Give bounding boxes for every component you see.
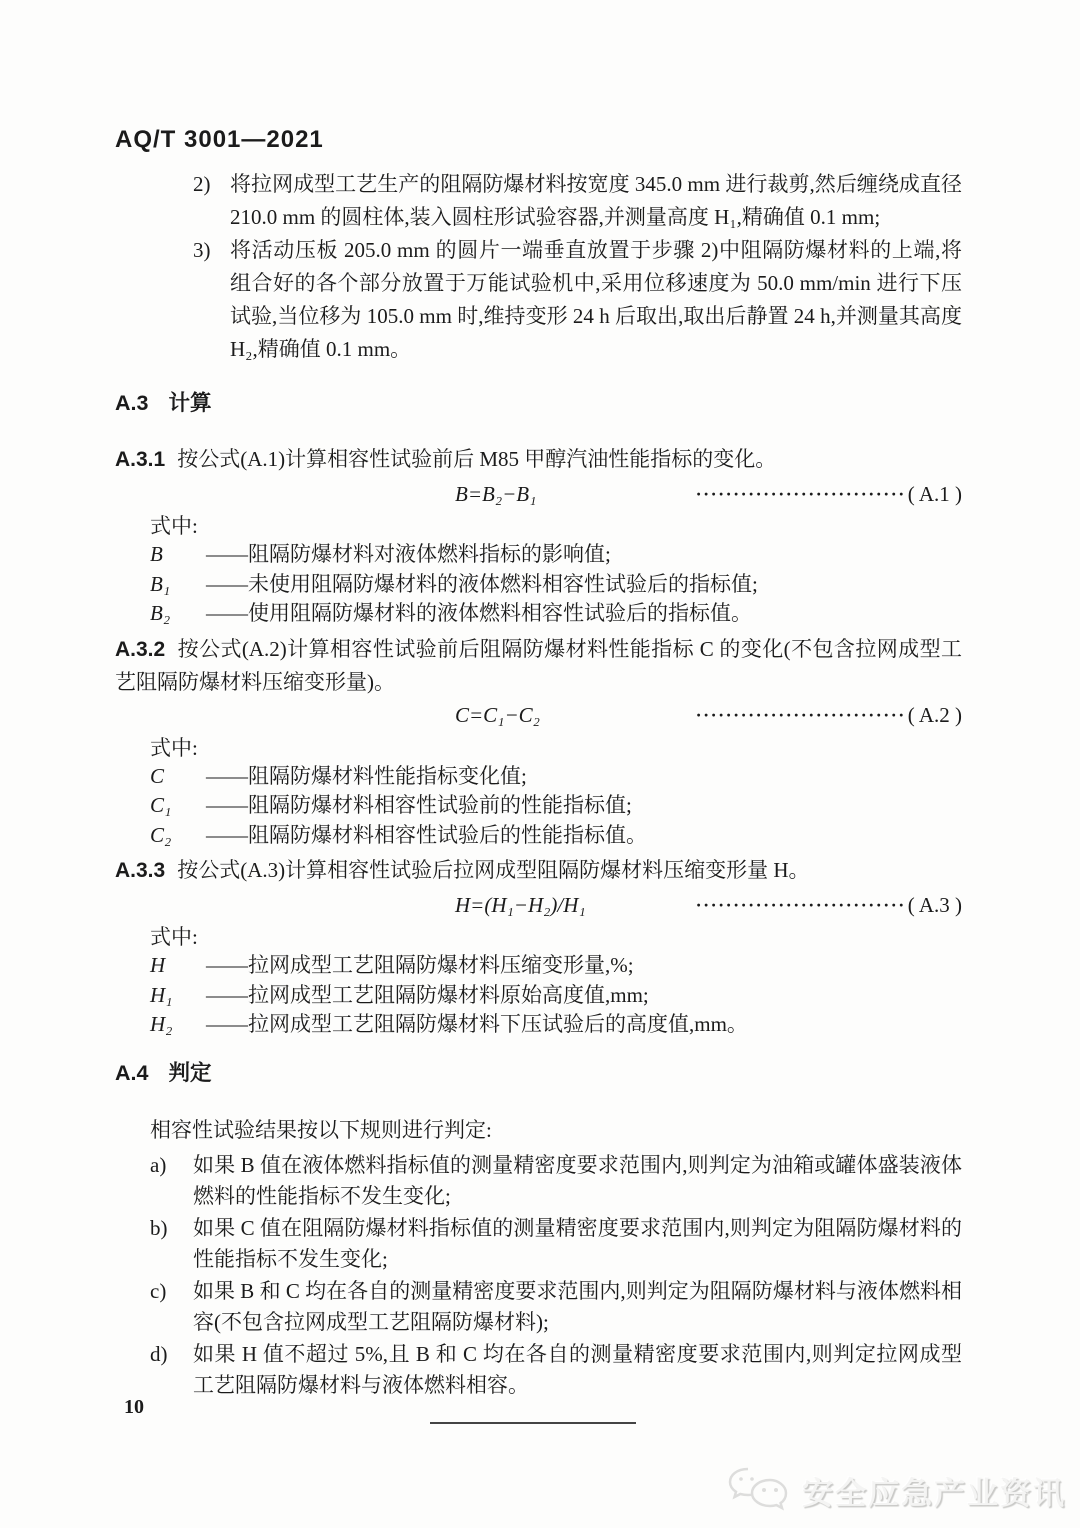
symbol: H₁: [150, 982, 173, 1007]
list-item-text: 如果 H 值不超过 5%,且 B 和 C 均在各自的测量精密度要求范围内,则判定拉网成型工艺阻隔防爆材料与液体燃料相容。: [193, 1341, 962, 1397]
definition-text: ——使用阻隔防爆材料的液体燃料相容性试验后的指标值。: [206, 601, 752, 625]
definition-text: ——拉网成型工艺阻隔防爆材料原始高度值,mm;: [206, 982, 649, 1007]
judgment-intro: 相容性试验结果按以下规则进行判定:: [150, 1117, 492, 1142]
section-number: A.3: [115, 391, 149, 415]
list-marker: 2): [193, 172, 211, 196]
page-number: 10: [124, 1396, 144, 1418]
definition-text: ——未使用阻隔防爆材料的液体燃料相容性试验后的指标值;: [206, 571, 758, 596]
standard-code-header: AQ/T 3001—2021: [115, 126, 324, 153]
list-marker: a): [150, 1152, 167, 1177]
symbol: H₂: [150, 1012, 173, 1036]
dot-leader: ····························: [695, 483, 906, 504]
symbol: H: [150, 953, 166, 977]
equation-tail: [536, 482, 962, 507]
list-marker: 3): [193, 238, 211, 262]
symbol: C₂: [150, 822, 172, 847]
clause-number: A.3.3: [115, 859, 166, 882]
equation-number: ( A.3 ): [907, 892, 962, 917]
list-item-text: 将活动压板 205.0 mm 的圆片一端垂直放置于步骤 2)中阻隔防爆材料的上端,将组合好的各个部分放置于万能试验机中,采用位移速度为 50.0 mm/min 进行下压试验,当位移为 105.0 mm 时,维持变形 24 h 后取出,取出后静置 24 h,并测量其高度 H₂,精确值 0.1 mm。: [230, 238, 962, 361]
list-marker: c): [150, 1278, 167, 1303]
page-content: [0, 168, 1080, 1424]
equation-a2: [115, 700, 962, 732]
list-item: [150, 1213, 962, 1276]
watermark-brand: [726, 1464, 1066, 1516]
section-title: 计算: [168, 391, 212, 415]
where-label: 式中:: [150, 514, 198, 538]
definition-text: ——拉网成型工艺阻隔防爆材料下压试验后的高度值,mm。: [206, 1012, 748, 1036]
equation-a3: [115, 889, 962, 921]
clause-a33: [115, 854, 962, 887]
list-item-text: 将拉网成型工艺生产的阻隔防爆材料按宽度 345.0 mm 进行裁剪,然后缠绕成直径 210.0 mm 的圆柱体,装入圆柱形试验容器,并测量高度 H₁,精确值 0.1 mm;: [230, 172, 962, 229]
list-item-text: 如果 C 值在阻隔防爆材料指标值的测量精密度要求范围内,则判定为阻隔防爆材料的性能指标不发生变化;: [193, 1215, 962, 1271]
definition-text: ——阻隔防爆材料相容性试验后的性能指标值。: [206, 822, 647, 847]
dot-leader: ····························: [695, 894, 906, 915]
definition-text: ——阻隔防爆材料相容性试验前的性能指标值;: [206, 793, 632, 817]
definition-row: [150, 599, 962, 629]
definition-row: [150, 981, 962, 1011]
list-item: [150, 1150, 962, 1213]
equation-formula: B=B₂−B₁: [455, 481, 537, 506]
list-item: [193, 234, 962, 366]
clause-a32: [115, 633, 962, 698]
list-item-text: 如果 B 和 C 均在各自的测量精密度要求范围内,则判定为阻隔防爆材料与液体燃料相容(不包含拉网成型工艺阻隔防爆材料);: [193, 1278, 962, 1334]
definition-text: ——拉网成型工艺阻隔防爆材料压缩变形量,%;: [206, 953, 634, 977]
definition-text: ——阻隔防爆材料对液体燃料指标的影响值;: [206, 542, 611, 566]
list-item: [193, 168, 962, 234]
definition-row: [150, 570, 962, 600]
symbol: C: [150, 763, 165, 788]
symbol: B₁: [150, 571, 171, 596]
list-item-text: 如果 B 值在液体燃料指标值的测量精密度要求范围内,则判定为油箱或罐体盛装液体燃料的性能指标不发生变化;: [193, 1152, 962, 1208]
dot-leader: ····························: [695, 705, 906, 725]
definition-row: [150, 791, 962, 821]
equation-a1: [115, 478, 962, 510]
list-marker: b): [150, 1215, 168, 1240]
clause-text: 按公式(A.2)计算相容性试验前后阻隔防爆材料性能指标 C 的变化(不包含拉网成型工艺阻隔防爆材料压缩变形量)。: [115, 636, 962, 694]
definition-row: [150, 951, 962, 981]
where-label: 式中:: [150, 925, 198, 949]
equation-formula: H=(H₁−H₂)/H₁: [455, 892, 586, 917]
definition-row: [150, 762, 962, 792]
procedure-step-list: [193, 168, 962, 366]
symbol: B: [150, 542, 163, 566]
definition-row: [150, 540, 962, 570]
clause-a31: [115, 443, 962, 476]
symbol: B₂: [150, 601, 171, 625]
clause-text: 按公式(A.1)计算相容性试验前后 M85 甲醇汽油性能指标的变化。: [177, 447, 777, 471]
clause-number: A.3.2: [115, 637, 166, 661]
clause-text: 按公式(A.3)计算相容性试验后拉网成型阻隔防爆材料压缩变形量 H。: [177, 858, 810, 882]
list-marker: d): [150, 1341, 168, 1366]
judgment-rule-list: [150, 1150, 962, 1402]
end-of-document-rule: [430, 1422, 636, 1424]
section-number: A.4: [115, 1060, 149, 1085]
clause-number: A.3.1: [115, 448, 166, 471]
equation-number: ( A.1 ): [907, 481, 962, 506]
section-heading-a4: [115, 1056, 962, 1087]
section-heading-a3: [115, 386, 962, 417]
equation-formula: C=C₁−C₂: [455, 703, 540, 727]
equation-tail: [540, 703, 962, 728]
wechat-bubbles-icon: [726, 1464, 796, 1516]
list-item: [150, 1339, 962, 1402]
definition-text: ——阻隔防爆材料性能指标变化值;: [206, 763, 527, 788]
equation-tail: [586, 893, 962, 918]
watermark-text: 安全应急产业资讯: [802, 1475, 1066, 1511]
definition-row: [150, 1010, 962, 1040]
where-label: 式中:: [150, 735, 198, 760]
equation-number: ( A.2 ): [907, 703, 962, 727]
definition-row: [150, 821, 962, 851]
symbol: C₁: [150, 793, 172, 817]
list-item: [150, 1276, 962, 1339]
section-title: 判定: [168, 1060, 212, 1085]
